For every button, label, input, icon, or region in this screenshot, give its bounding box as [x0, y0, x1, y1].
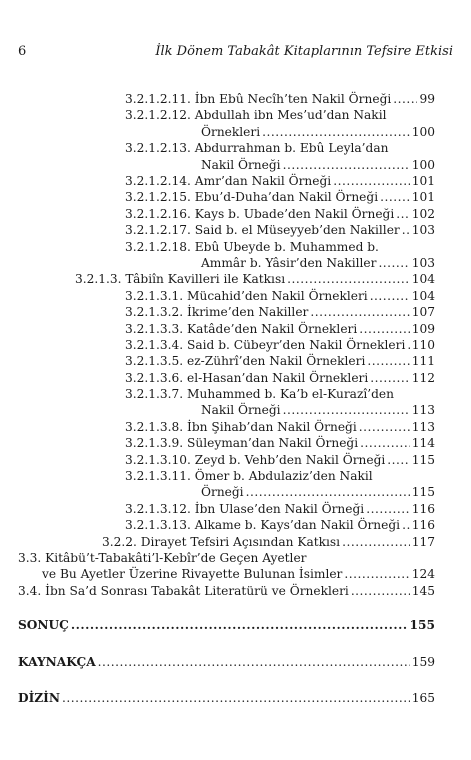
toc-entry-title: İbn Ulase’den Nakil Örneği: [194, 501, 365, 516]
page-header: [18, 44, 453, 64]
toc-entry-number: 3.3.: [18, 551, 42, 566]
toc-entry-number: 3.2.1.2.13.: [125, 141, 191, 156]
leader-dots: [283, 157, 410, 173]
toc-entry[interactable]: [18, 690, 435, 706]
toc-entry[interactable]: [18, 321, 435, 337]
toc-entry-title: İkrime’den Nakiller: [187, 305, 309, 320]
leader-dots: [359, 321, 409, 337]
spacer: [18, 634, 435, 654]
toc-entry-page: 113: [411, 419, 435, 434]
toc-entry-page: 114: [411, 436, 435, 451]
toc-entry-page: 100: [411, 124, 435, 139]
toc-entry-number: 3.2.1.3.: [75, 272, 122, 287]
leader-dots: [344, 566, 409, 582]
toc-entry-page: 110: [411, 337, 435, 352]
toc-entry-number: 3.2.1.3.4.: [125, 337, 184, 352]
toc-entry-number: 3.2.2.: [102, 534, 137, 549]
toc-entry-page: 107: [411, 305, 435, 320]
toc-entry-page: 103: [411, 223, 435, 238]
toc-entry-title-continued: Örnekleri: [201, 124, 261, 139]
toc-entry-page: 109: [411, 321, 435, 336]
toc-entry-page: 112: [411, 370, 435, 385]
toc-entry-number: 3.2.1.3.13.: [125, 518, 191, 533]
toc-entry-number: 3.2.1.3.12.: [125, 501, 191, 516]
leader-dots: [262, 124, 410, 140]
leader-dots: [359, 419, 410, 435]
leader-dots: [367, 353, 409, 369]
toc-entry-page: 99: [419, 92, 435, 106]
toc-entry[interactable]: [18, 435, 435, 451]
toc-entry-page: 104: [411, 272, 435, 287]
leader-dots: [407, 337, 409, 353]
spacer: [18, 670, 435, 690]
toc-entry-number: 3.2.1.3.7.: [125, 387, 184, 402]
leader-dots: [366, 501, 410, 517]
leader-dots: [71, 617, 408, 633]
leader-dots: [62, 690, 410, 706]
leader-dots: [402, 517, 410, 533]
toc-entry[interactable]: [18, 386, 435, 419]
toc-entry-number: 3.2.1.2.18.: [125, 239, 191, 254]
toc-entry-title: Kitâbü’t-Tabakâti’l-Kebîr’de Geçen Ayetler: [45, 551, 307, 566]
toc-entry-number: 3.2.1.3.10.: [125, 452, 191, 467]
toc-entry[interactable]: [18, 173, 435, 189]
toc-entry-number: 3.2.1.3.5.: [125, 354, 184, 369]
toc-entry-number: 3.2.1.3.8.: [125, 419, 184, 434]
toc-entry-number: 3.2.1.2.12.: [125, 108, 191, 123]
toc-entry[interactable]: [18, 534, 435, 550]
leader-dots: [360, 435, 410, 451]
toc-entry-number: 3.2.1.2.16.: [125, 206, 191, 221]
toc-entry-page: 101: [411, 190, 435, 205]
toc-entry-title: Amr’dan Nakil Örneği: [194, 173, 332, 188]
toc-entry-title-continued: Ammâr b. Yâsir’den Nakiller: [201, 255, 377, 270]
page-number: 6: [18, 44, 27, 59]
toc-entry-title: Tâbiîn Kavilleri ile Katkısı: [125, 272, 286, 287]
leader-dots: [396, 206, 409, 222]
toc-entry-title: Katâde’den Nakil Örnekleri: [187, 321, 358, 336]
toc-entry[interactable]: [18, 617, 435, 633]
leader-dots: [287, 271, 410, 287]
toc-entry-page: 101: [411, 173, 435, 188]
leader-dots: [380, 189, 410, 205]
toc-entry-title: İbn Şihab’dan Nakil Örneği: [187, 419, 357, 434]
toc-entry-page: 102: [411, 206, 435, 221]
toc-entry-title: ez-Zührî’den Nakil Örnekleri: [187, 354, 366, 369]
toc-entry-number: 3.2.1.3.3.: [125, 321, 184, 336]
toc-entry[interactable]: [18, 239, 435, 272]
toc-entry-title: Kays b. Ubade’den Nakil Örneği: [194, 206, 395, 221]
toc-entry[interactable]: [18, 189, 435, 205]
toc-entry[interactable]: [18, 654, 435, 670]
toc-entry[interactable]: [18, 337, 435, 353]
toc-entry[interactable]: [18, 107, 435, 140]
leader-dots: [393, 91, 417, 107]
toc-entry-page: 165: [411, 690, 435, 705]
running-title: İlk Dönem Tabakât Kitaplarının Tefsire Etkisi: [155, 44, 453, 59]
toc-entry-page: 100: [411, 157, 435, 172]
toc-entry-title: Ebu’d-Duha’dan Nakil Örneği: [194, 190, 379, 205]
toc-entry-number: 3.2.1.3.6.: [125, 370, 184, 385]
toc-entry-number: 3.2.1.3.11.: [125, 469, 191, 484]
toc-entry-title: Mücahid’den Nakil Örnekleri: [187, 288, 368, 303]
toc-entry-title-continued: Örneği: [201, 485, 244, 500]
toc-entry[interactable]: [18, 501, 435, 517]
toc-entry-title: Abdurrahman b. Ebû Leyla’dan: [194, 141, 389, 156]
toc-entry-title: el-Hasan’dan Nakil Örnekleri: [187, 370, 369, 385]
toc-entry-title: SONUÇ: [18, 618, 69, 633]
toc-entry-title: Said b. Cübeyr’den Nakil Örnekleri: [187, 337, 406, 352]
toc-entry-number: 3.2.1.2.15.: [125, 190, 191, 205]
toc-entry-page: 113: [411, 403, 435, 418]
toc-entry[interactable]: [18, 288, 435, 304]
leader-dots: [378, 255, 409, 271]
toc-entry-title: Dirayet Tefsiri Açısından Katkısı: [140, 534, 341, 549]
toc-entry-title: Zeyd b. Vehb’den Nakil Örneği: [194, 452, 386, 467]
toc-entry-title: İbn Sa’d Sonrası Tabakât Literatürü ve Örnekleri: [45, 583, 349, 598]
toc-entry-title: KAYNAKÇA: [18, 654, 96, 669]
toc-entry-page: 111: [411, 354, 435, 369]
leader-dots: [246, 484, 410, 500]
toc-entry[interactable]: [18, 304, 435, 320]
toc-entry[interactable]: [18, 206, 435, 222]
toc-entry-page: 117: [411, 534, 435, 549]
leader-dots: [387, 452, 409, 468]
toc-entry-title: DİZİN: [18, 690, 61, 705]
toc-entry-number: 3.2.1.2.11.: [125, 92, 191, 106]
toc-entry[interactable]: [18, 517, 435, 533]
toc-entry-number: 3.4.: [18, 583, 42, 598]
toc-entry-number: 3.2.1.2.17.: [125, 223, 191, 238]
leader-dots: [333, 173, 410, 189]
toc-entry-title: Muhammed b. Ka’b el-Kurazî’den: [187, 387, 394, 402]
leader-dots: [98, 654, 410, 670]
toc-entry[interactable]: [18, 583, 435, 599]
leader-dots: [402, 222, 410, 238]
toc-entry-page: 124: [411, 567, 435, 582]
leader-dots: [370, 370, 409, 386]
toc-entry-title: Süleyman’dan Nakil Örneği: [187, 436, 359, 451]
toc-entry[interactable]: [18, 91, 435, 107]
toc-entry[interactable]: [18, 222, 435, 238]
toc-entry-title: Alkame b. Kays’dan Nakil Örneği: [194, 518, 401, 533]
toc-entry-page: 115: [411, 452, 435, 467]
toc-entry-title: Abdullah ibn Mes’ud’dan Nakil: [194, 108, 387, 123]
toc-entry[interactable]: [18, 271, 435, 287]
toc-entry-title: İbn Ebû Necîh’ten Nakil Örneği: [194, 92, 392, 106]
leader-dots: [310, 304, 409, 320]
toc-entry[interactable]: [18, 353, 435, 369]
toc-entry-number: 3.2.1.3.9.: [125, 436, 184, 451]
toc-entry[interactable]: [18, 419, 435, 435]
toc-entry-page: 116: [411, 501, 435, 516]
toc-entry-title-continued: Nakil Örneği: [201, 403, 281, 418]
toc-entry[interactable]: [18, 452, 435, 468]
toc-entry-page: 115: [411, 485, 435, 500]
spacer: [18, 599, 435, 617]
toc-entry-number: 3.2.1.3.1.: [125, 288, 184, 303]
toc-entry-page: 116: [411, 518, 435, 533]
toc-entry-page: 159: [411, 654, 435, 669]
toc-entry-title-continued: Nakil Örneği: [201, 157, 281, 172]
toc-entry-page: 104: [411, 288, 435, 303]
toc-entry[interactable]: [18, 370, 435, 386]
leader-dots: [370, 288, 410, 304]
toc-entry-page: 103: [411, 255, 435, 270]
toc-entry-number: 3.2.1.2.14.: [125, 173, 191, 188]
toc-entry-title: Ebû Ubeyde b. Muhammed b.: [194, 239, 379, 254]
toc-entry-title: Ömer b. Abdulaziz’den Nakil: [194, 469, 373, 484]
leader-dots: [283, 402, 410, 418]
leader-dots: [351, 583, 410, 599]
toc-entry-title: Said b. el Müseyyeb’den Nakiller: [194, 223, 400, 238]
leader-dots: [342, 534, 410, 550]
toc-entry-page: 155: [409, 618, 435, 633]
toc-entry[interactable]: [18, 468, 435, 501]
toc-entry-title-continued: ve Bu Ayetler Üzerine Rivayette Bulunan İsimler: [42, 567, 343, 582]
toc-entry-number: 3.2.1.3.2.: [125, 305, 184, 320]
toc-entry[interactable]: [18, 550, 435, 583]
toc-entry-page: 145: [411, 583, 435, 598]
table-of-contents: [18, 91, 435, 706]
toc-entry[interactable]: [18, 140, 435, 173]
